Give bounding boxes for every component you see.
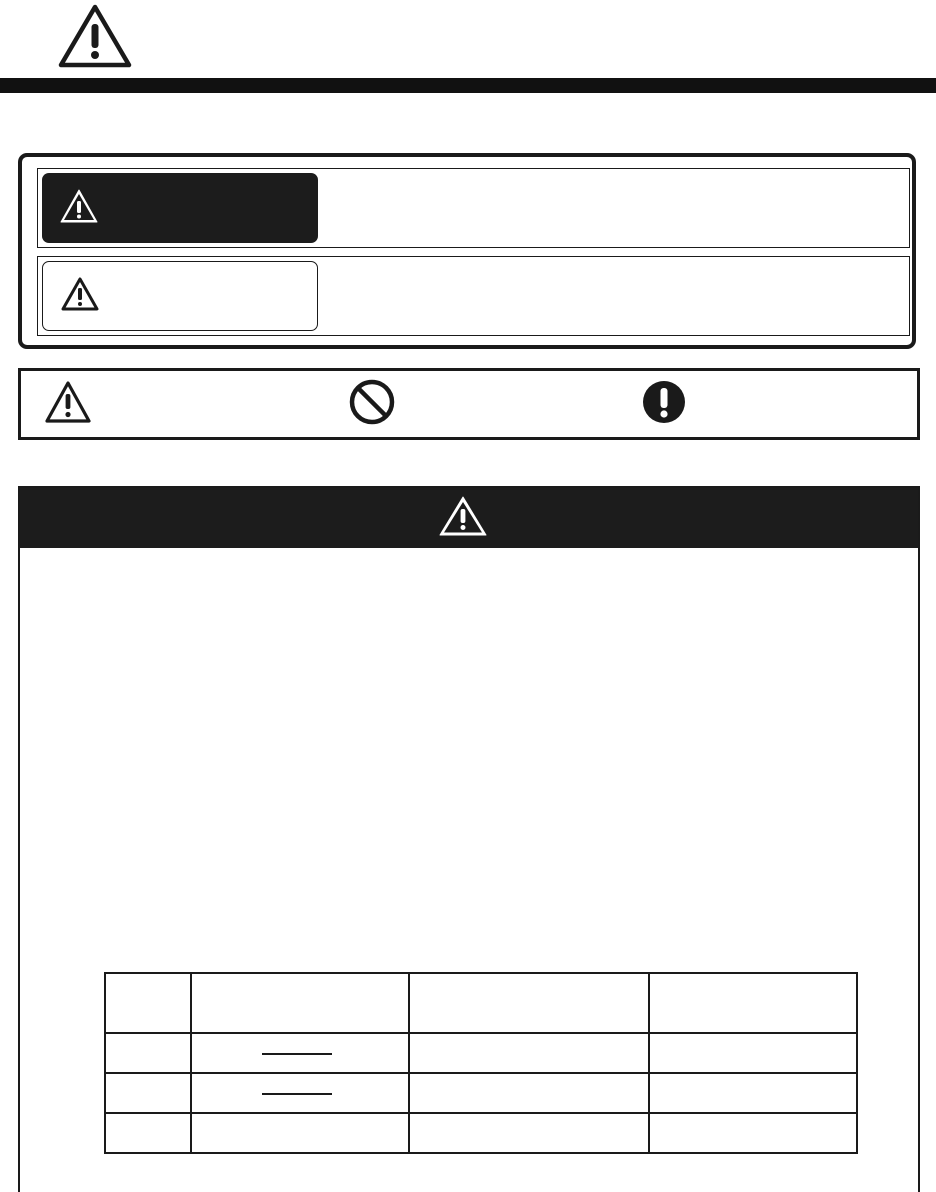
symbol-prohibitive bbox=[347, 381, 407, 427]
table-cell bbox=[649, 1113, 857, 1153]
table-row bbox=[105, 1113, 857, 1153]
table-header-cell bbox=[649, 973, 857, 1033]
table-header-cell bbox=[409, 973, 649, 1033]
table-cell bbox=[105, 1113, 191, 1153]
table-cell bbox=[649, 1033, 857, 1073]
symbol-action bbox=[639, 381, 699, 427]
table-cell bbox=[649, 1073, 857, 1113]
warning-block bbox=[18, 486, 920, 1192]
table-row bbox=[105, 1033, 857, 1073]
warning-triangle-icon bbox=[59, 275, 101, 318]
table-cell bbox=[409, 1033, 649, 1073]
table-cell bbox=[105, 1073, 191, 1113]
signal-row-warning bbox=[37, 168, 910, 248]
table-row bbox=[105, 1073, 857, 1113]
dash-line bbox=[262, 1053, 332, 1055]
warning-block-header bbox=[20, 488, 918, 548]
table-header-cell bbox=[105, 973, 191, 1033]
signal-word-panel bbox=[18, 153, 916, 349]
warning-badge bbox=[42, 173, 318, 243]
table-cell bbox=[191, 1113, 409, 1153]
table-cell-dash bbox=[191, 1073, 409, 1113]
warning-triangle-icon bbox=[43, 379, 93, 430]
dash-line bbox=[262, 1093, 332, 1095]
header-rule bbox=[0, 78, 936, 93]
prohibition-circle-icon bbox=[347, 379, 397, 430]
signal-row-caution bbox=[37, 256, 910, 336]
exclamation-circle-icon bbox=[639, 379, 689, 430]
symbol-legend bbox=[18, 368, 920, 440]
symbol-attention bbox=[43, 381, 103, 427]
warning-triangle-icon bbox=[58, 187, 100, 230]
table-cell bbox=[105, 1033, 191, 1073]
table-cell bbox=[409, 1073, 649, 1113]
distance-table bbox=[104, 972, 858, 1154]
table-cell bbox=[409, 1113, 649, 1153]
warning-triangle-icon bbox=[55, 1, 135, 71]
table-header-row bbox=[105, 973, 857, 1033]
caution-badge bbox=[42, 261, 318, 331]
warning-triangle-icon bbox=[436, 494, 490, 543]
table-cell-dash bbox=[191, 1033, 409, 1073]
table-header-cell bbox=[191, 973, 409, 1033]
